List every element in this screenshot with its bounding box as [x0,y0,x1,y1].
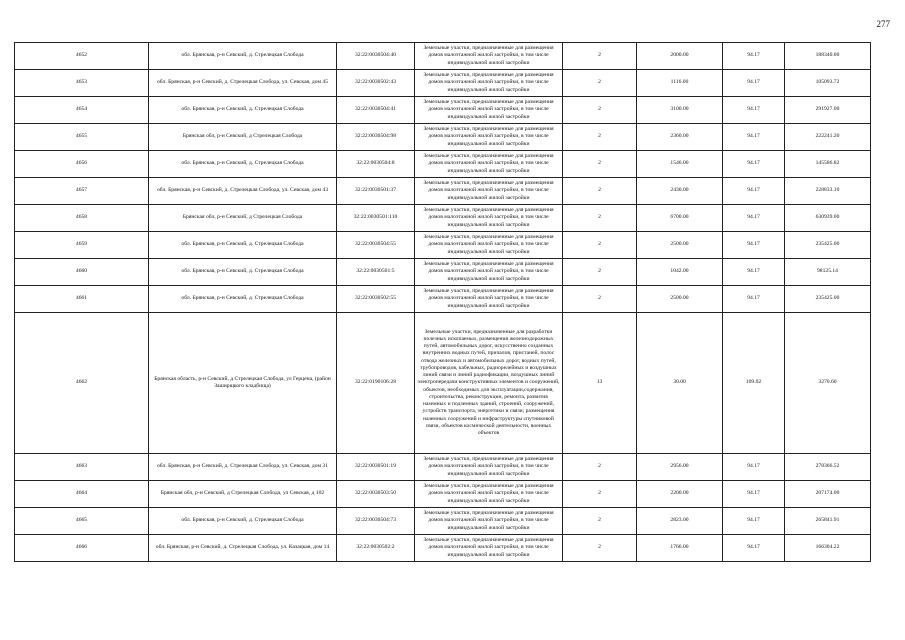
cell-cadastral-value: 630939.00 [785,205,871,232]
cell-land-use: Земельные участки, предназначенные для размещения домов малоэтажной жилой застройки, в том числе индивидуальной жилой застройки [415,481,563,508]
cell-area: 2956.00 [637,454,723,481]
cell-specific-value: 94.17 [723,232,785,259]
cell-row-number: 4655 [15,124,149,151]
table-row [15,286,871,313]
cell-use-code: 2 [563,70,637,97]
cell-land-use: Земельные участки, предназначенные для размещения домов малоэтажной жилой застройки, в том числе индивидуальной жилой застройки [415,535,563,562]
table-row [15,43,871,70]
cell-cadastral-value: 228833.10 [785,178,871,205]
cell-land-use: Земельные участки, предназначенные для размещения домов малоэтажной жилой застройки, в том числе индивидуальной жилой застройки [415,232,563,259]
cell-use-code: 13 [563,313,637,454]
cell-cadastral-number: 32:22:0030504:41 [337,97,415,124]
cell-cadastral-number: 32:22:0030502:43 [337,70,415,97]
cell-row-number: 4658 [15,205,149,232]
cell-use-code: 2 [563,97,637,124]
cell-address: Брянская обл, р-н Севский, д Стрелецкая Слобода [149,124,337,151]
cell-cadastral-value: 145586.82 [785,151,871,178]
cell-cadastral-value: 207174.00 [785,481,871,508]
cell-land-use: Земельные участки, предназначенные для разработки полезных ископаемых, размещения железнодорожных путей, автомобильных дорог, искусственно созданных внутренних водных путей, причалов, пристаней, полос отвода железных и автомобильных дорог, водных путей, трубопроводов, кабельных, радиорелейных и воздушных линий связи и линий радиофикации, воздушных линий электропередачи конструктивных элементов и сооружений, объектов, необходимых для эксплуатации,содержания, строительства, реконструкции, ремонта, развития наземных и подземных зданий, строений, сооружений, устройств транспорта, энергетики и связи; размещения наземных сооружений и инфраструктуры спутниковой связи, объектов космической деятельности, военных объектов [415,313,563,454]
cell-address: Брянская область, р-н Севский, д Стрелецкая Слобода, ул Герцена, (район Заширщкого кладбища) [149,313,337,454]
table-row [15,70,871,97]
cell-specific-value: 94.17 [723,286,785,313]
cell-cadastral-number: 32:22:0030503:50 [337,481,415,508]
cell-use-code: 2 [563,124,637,151]
cell-area: 30.00 [637,313,723,454]
cell-address: обл. Брянская, р-н Севский, д. Стрелецкая Слобода [149,43,337,70]
cell-land-use: Земельные участки, предназначенные для размещения домов малоэтажной жилой застройки, в том числе индивидуальной жилой застройки [415,178,563,205]
cell-use-code: 2 [563,286,637,313]
table-row [15,259,871,286]
cell-cadastral-number: 32:22:0030504:98 [337,124,415,151]
cell-cadastral-value: 265841.91 [785,508,871,535]
cell-area: 2360.00 [637,124,723,151]
page-number: 277 [876,19,890,29]
cell-specific-value: 94.17 [723,259,785,286]
cell-address: обл. Брянская, р-н Севский, д. Стрелецкая Слобода [149,97,337,124]
cell-area: 2823.00 [637,508,723,535]
cell-address: обл. Брянская, р-н Севский, д. Стрелецкая Слобода [149,259,337,286]
cell-cadastral-value: 235425.00 [785,232,871,259]
table-row [15,508,871,535]
table-row [15,454,871,481]
cell-cadastral-value: 291927.00 [785,97,871,124]
cell-use-code: 2 [563,508,637,535]
cell-area: 1042.00 [637,259,723,286]
cell-specific-value: 94.17 [723,454,785,481]
cell-row-number: 4657 [15,178,149,205]
cell-land-use: Земельные участки, предназначенные для размещения домов малоэтажной жилой застройки, в том числе индивидуальной жилой застройки [415,259,563,286]
cell-row-number: 4653 [15,70,149,97]
cell-land-use: Земельные участки, предназначенные для размещения домов малоэтажной жилой застройки, в том числе индивидуальной жилой застройки [415,454,563,481]
cell-cadastral-value: 188340.00 [785,43,871,70]
cell-cadastral-value: 235425.00 [785,286,871,313]
cell-cadastral-number: 32:22:0030501:110 [337,205,415,232]
cell-address: обл. Брянская, р-н Севский, д. Стрелецкая Слобода, ул. Казацкая, дом 14 [149,535,337,562]
cell-use-code: 2 [563,178,637,205]
cell-cadastral-number: 32:22:0030501:19 [337,454,415,481]
cell-use-code: 2 [563,205,637,232]
cell-land-use: Земельные участки, предназначенные для размещения домов малоэтажной жилой застройки, в том числе индивидуальной жилой застройки [415,205,563,232]
table-row [15,178,871,205]
cell-row-number: 4666 [15,535,149,562]
cell-area: 3100.00 [637,97,723,124]
cell-cadastral-number: 32:22:0190106:28 [337,313,415,454]
cell-cadastral-value: 222241.20 [785,124,871,151]
cell-cadastral-number: 32:22:0030501:5 [337,259,415,286]
cell-area: 1546.00 [637,151,723,178]
cell-cadastral-value: 166304.22 [785,535,871,562]
table-row [15,481,871,508]
cell-specific-value: 94.17 [723,97,785,124]
cell-specific-value: 94.17 [723,535,785,562]
cell-land-use: Земельные участки, предназначенные для размещения домов малоэтажной жилой застройки, в том числе индивидуальной жилой застройки [415,43,563,70]
cell-cadastral-number: 32:22:0030502:2 [337,535,415,562]
cell-specific-value: 94.17 [723,205,785,232]
cell-use-code: 2 [563,151,637,178]
cell-address: Брянская обл, р-н Севский, д Стрелецкая Слобода [149,205,337,232]
cell-row-number: 4656 [15,151,149,178]
cell-row-number: 4652 [15,43,149,70]
cell-specific-value: 94.17 [723,151,785,178]
cell-area: 2500.00 [637,286,723,313]
cell-cadastral-number: 32:22:0030504:40 [337,43,415,70]
cell-address: обл. Брянская, р-н Севский, д. Стрелецкая Слобода [149,232,337,259]
cell-land-use: Земельные участки, предназначенные для размещения домов малоэтажной жилой застройки, в том числе индивидуальной жилой застройки [415,151,563,178]
cell-address: обл. Брянская, р-н Севский, д. Стрелецкая Слобода [149,151,337,178]
cell-address: обл. Брянская, р-н Севский, д. Стрелецкая Слобода, ул. Севская, дом 45 [149,70,337,97]
cell-land-use: Земельные участки, предназначенные для размещения домов малоэтажной жилой застройки, в том числе индивидуальной жилой застройки [415,97,563,124]
table-row [15,313,871,454]
cell-use-code: 2 [563,535,637,562]
cell-cadastral-number: 32:22:0030501:37 [337,178,415,205]
cell-specific-value: 94.17 [723,43,785,70]
cell-row-number: 4654 [15,97,149,124]
cell-address: обл. Брянская, р-н Севский, д. Стрелецкая Слобода, ул. Севская, дом 43 [149,178,337,205]
cell-cadastral-value: 98125.14 [785,259,871,286]
cell-row-number: 4662 [15,313,149,454]
cell-row-number: 4664 [15,481,149,508]
table-row [15,205,871,232]
table-row [15,97,871,124]
cell-specific-value: 94.17 [723,178,785,205]
cell-specific-value: 109.02 [723,313,785,454]
cell-land-use: Земельные участки, предназначенные для размещения домов малоэтажной жилой застройки, в том числе индивидуальной жилой застройки [415,286,563,313]
cell-address: обл. Брянская, р-н Севский, д. Стрелецкая Слобода [149,286,337,313]
cell-specific-value: 94.17 [723,124,785,151]
cell-address: обл. Брянская, р-н Севский, д. Стрелецкая Слобода [149,508,337,535]
cell-area: 1766.00 [637,535,723,562]
cell-use-code: 2 [563,232,637,259]
cell-cadastral-number: 32:22:0030504:55 [337,232,415,259]
cell-cadastral-value: 3270.60 [785,313,871,454]
cell-area: 2430.00 [637,178,723,205]
cell-row-number: 4663 [15,454,149,481]
cell-use-code: 2 [563,454,637,481]
cell-cadastral-value: 278366.52 [785,454,871,481]
cell-use-code: 2 [563,43,637,70]
land-registry-table [14,42,871,562]
cell-use-code: 2 [563,259,637,286]
cell-land-use: Земельные участки, предназначенные для размещения домов малоэтажной жилой застройки, в том числе индивидуальной жилой застройки [415,124,563,151]
cell-area: 6700.00 [637,205,723,232]
cell-cadastral-number: 32:22:0030504:8 [337,151,415,178]
cell-row-number: 4661 [15,286,149,313]
cell-cadastral-number: 32:22:0030504:73 [337,508,415,535]
cell-row-number: 4660 [15,259,149,286]
cell-area: 2000.00 [637,43,723,70]
cell-cadastral-number: 32:22:0030502:55 [337,286,415,313]
cell-cadastral-value: 105093.72 [785,70,871,97]
cell-row-number: 4665 [15,508,149,535]
table-row [15,232,871,259]
cell-area: 2500.00 [637,232,723,259]
cell-address: обл. Брянская, р-н Севский, д. Стрелецкая Слобода, ул. Севская, дом 31 [149,454,337,481]
table-row [15,151,871,178]
cell-specific-value: 94.17 [723,508,785,535]
cell-land-use: Земельные участки, предназначенные для размещения домов малоэтажной жилой застройки, в том числе индивидуальной жилой застройки [415,70,563,97]
table-row [15,124,871,151]
table-row [15,535,871,562]
cell-use-code: 2 [563,481,637,508]
cell-row-number: 4659 [15,232,149,259]
cell-specific-value: 94.17 [723,481,785,508]
cell-area: 1116.00 [637,70,723,97]
table-body [15,43,871,562]
cell-land-use: Земельные участки, предназначенные для размещения домов малоэтажной жилой застройки, в том числе индивидуальной жилой застройки [415,508,563,535]
cell-address: Брянская обл, р-н Севский, д Стрелецкая Слобода, ул Севская, д 102 [149,481,337,508]
cell-area: 2200.00 [637,481,723,508]
cell-specific-value: 94.17 [723,70,785,97]
